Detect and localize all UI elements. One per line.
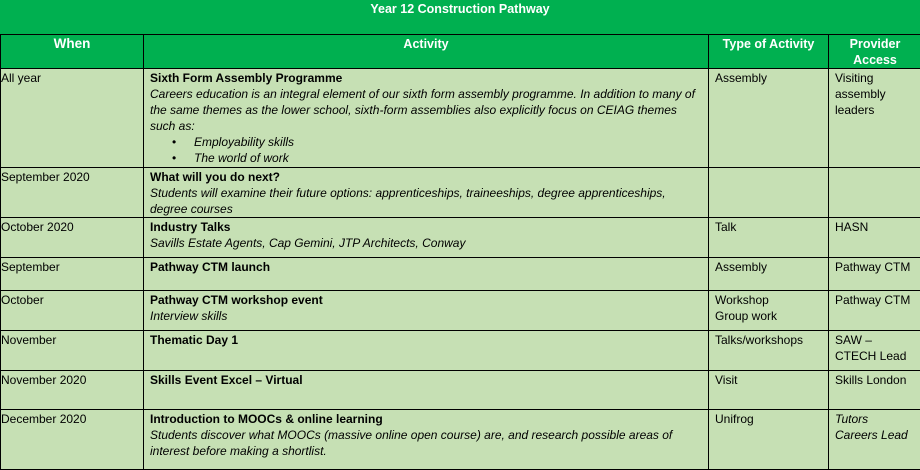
when-cell: December 2020 <box>1 410 144 470</box>
when-cell: September 2020 <box>1 168 144 218</box>
type-cell: Visit <box>709 371 829 410</box>
column-header-type: Type of Activity <box>709 35 829 69</box>
type-cell <box>709 168 829 218</box>
table-row <box>1 331 920 371</box>
page-title: Year 12 Construction Pathway <box>0 0 920 34</box>
when-cell: November <box>1 331 144 371</box>
activity-title: Pathway CTM launch <box>150 259 702 275</box>
type-cell: Assembly <box>709 69 829 168</box>
provider-cell: SAW – CTECH Lead <box>829 331 920 371</box>
table-row <box>1 258 920 291</box>
activity-cell <box>144 69 709 168</box>
column-header-activity: Activity <box>144 35 709 69</box>
pathway-table <box>0 34 920 470</box>
when-cell: October <box>1 291 144 331</box>
type-line: Group work <box>715 308 822 324</box>
activity-description: Careers education is an integral element of our sixth form assembly programme. In addition to many of the same themes as the lower school, sixth-form assemblies also explicitly focus on CEIAG themes such as: <box>150 86 702 134</box>
type-cell: Talks/workshops <box>709 331 829 371</box>
header-row <box>1 35 920 69</box>
when-cell: All year <box>1 69 144 168</box>
table-row <box>1 218 920 258</box>
when-cell: September <box>1 258 144 291</box>
activity-cell <box>144 168 709 218</box>
activity-description: Interview skills <box>150 308 702 324</box>
activity-cell <box>144 371 709 410</box>
activity-title: Skills Event Excel – Virtual <box>150 372 702 388</box>
table-row <box>1 410 920 470</box>
activity-title: Sixth Form Assembly Programme <box>150 70 702 86</box>
activity-cell <box>144 291 709 331</box>
table-row <box>1 69 920 168</box>
activity-cell <box>144 218 709 258</box>
provider-cell: Skills London <box>829 371 920 410</box>
table-row <box>1 291 920 331</box>
provider-cell: Pathway CTM <box>829 258 920 291</box>
type-cell: Assembly <box>709 258 829 291</box>
provider-cell: Pathway CTM <box>829 291 920 331</box>
list-item: • Employability skills <box>194 134 702 150</box>
activity-bullet-list <box>150 134 702 166</box>
activity-title: Pathway CTM workshop event <box>150 292 702 308</box>
provider-cell <box>829 410 920 470</box>
table-row <box>1 371 920 410</box>
provider-cell: Visiting assembly leaders <box>829 69 920 168</box>
provider-cell <box>829 168 920 218</box>
activity-title: What will you do next? <box>150 169 702 185</box>
activity-title: Industry Talks <box>150 219 702 235</box>
activity-description: Students will examine their future options: apprenticeships, traineeships, degree apprenticeships, degree courses <box>150 185 702 217</box>
provider-cell: HASN <box>829 218 920 258</box>
activity-cell <box>144 410 709 470</box>
table-row <box>1 168 920 218</box>
type-cell <box>709 291 829 331</box>
provider-line: Careers Lead <box>835 427 915 443</box>
column-header-when: When <box>1 35 144 69</box>
type-cell: Unifrog <box>709 410 829 470</box>
when-cell: October 2020 <box>1 218 144 258</box>
when-cell: November 2020 <box>1 371 144 410</box>
activity-cell <box>144 258 709 291</box>
column-header-provider: Provider Access <box>829 35 920 69</box>
activity-cell <box>144 331 709 371</box>
list-item: • The world of work <box>194 150 702 166</box>
activity-description: Savills Estate Agents, Cap Gemini, JTP Architects, Conway <box>150 235 702 251</box>
provider-line: Tutors <box>835 411 915 427</box>
activity-description: Students discover what MOOCs (massive online open course) are, and research possible areas of interest before making a shortlist. <box>150 427 702 459</box>
activity-title: Thematic Day 1 <box>150 332 702 348</box>
activity-title: Introduction to MOOCs & online learning <box>150 411 702 427</box>
type-cell: Talk <box>709 218 829 258</box>
type-line: Workshop <box>715 292 822 308</box>
